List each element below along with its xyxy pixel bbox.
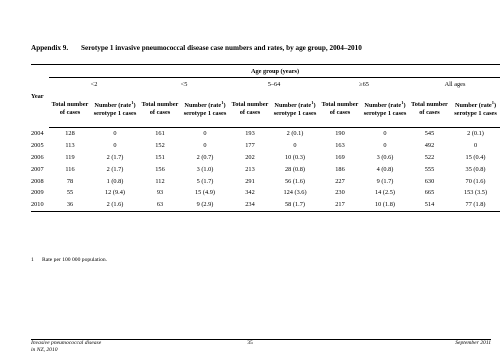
footnote [31, 257, 107, 263]
serotype-cases-cell: 0 [203, 130, 207, 138]
col-total: Total number of cases [139, 90, 181, 128]
total-cases-cell: 545 [424, 130, 435, 138]
total-cases-cell: 291 [245, 177, 255, 185]
row-year: 2007 [31, 165, 44, 173]
total-cases-cell: 93 [156, 189, 164, 197]
total-cases-cell: 234 [229, 199, 271, 211]
total-cases-cell: 161 [155, 130, 165, 138]
col-number: Number (rate$^1$) serotype 1 cases [450, 90, 500, 128]
total-cases-cell: 156 [155, 165, 165, 173]
total-cases-cell: 63 [139, 199, 181, 211]
row-year: 2009 [31, 189, 44, 197]
serotype-cases-cell: 0 [293, 142, 297, 150]
serotype-cases-cell: 15 (0.4) [465, 153, 486, 161]
page-number: 35 [247, 340, 253, 346]
serotype-cases-cell: 2 (0.1) [467, 130, 484, 138]
age-group-header: Age group (years) [49, 65, 500, 78]
serotype-cases-cell: 124 (3.6) [283, 189, 307, 197]
serotype-cases-cell: 4 (0.8) [376, 165, 394, 173]
total-cases-cell: 630 [424, 177, 435, 185]
total-cases-cell: 514 [409, 199, 450, 211]
appendix-title [31, 44, 362, 52]
serotype-cases-cell: 10 (0.3) [285, 153, 305, 161]
serotype-cases-cell: 2 (1.6) [91, 199, 139, 211]
col-number: Number (rate$^1$) serotype 1 cases [181, 90, 229, 128]
total-cases-cell: 665 [424, 189, 435, 197]
total-cases-cell: 112 [155, 177, 165, 185]
total-cases-cell: 119 [65, 153, 75, 161]
total-cases-cell: 342 [245, 189, 255, 197]
table-row [31, 128, 500, 140]
total-cases-cell: 227 [335, 177, 345, 185]
total-cases-cell: 213 [245, 165, 255, 173]
table-row [31, 163, 500, 175]
serotype-cases-cell: 0 [203, 142, 207, 150]
col-number: Number (rate$^1$) serotype 1 cases [361, 90, 409, 128]
serotype-cases-cell: 58 (1.7) [271, 199, 319, 211]
serotype-table [31, 64, 500, 212]
table-row [31, 199, 500, 211]
serotype-cases-cell: 77 (1.8) [450, 199, 500, 211]
group-under-2: <2 [49, 78, 139, 91]
footnote-number: 1 [31, 257, 34, 263]
total-cases-cell: 555 [424, 165, 435, 173]
serotype-cases-cell: 2 (0.1) [286, 130, 304, 138]
table-row [31, 175, 500, 187]
total-cases-cell: 193 [245, 130, 255, 138]
total-cases-cell: 152 [155, 142, 165, 150]
serotype-cases-cell: 2 (1.7) [106, 153, 124, 161]
total-cases-cell: 522 [424, 153, 435, 161]
total-cases-cell: 55 [66, 189, 74, 197]
serotype-cases-cell: 35 (0.8) [465, 165, 486, 173]
total-cases-cell: 128 [65, 130, 75, 138]
row-year: 2010 [31, 199, 49, 211]
column-header-row [31, 90, 500, 128]
serotype-cases-cell: 15 (4.9) [195, 189, 215, 197]
appendix-label: Appendix 9. [31, 44, 69, 52]
total-cases-cell: 230 [335, 189, 345, 197]
total-cases-cell: 113 [65, 142, 75, 150]
total-cases-cell: 177 [245, 142, 255, 150]
footer-publication-line2: in NZ, 2010 [31, 347, 58, 353]
total-cases-cell: 78 [66, 177, 74, 185]
serotype-cases-cell: 0 [383, 130, 387, 138]
total-cases-cell: 492 [424, 142, 435, 150]
serotype-cases-cell: 0 [113, 130, 117, 138]
serotype-cases-cell: 3 (0.6) [376, 153, 394, 161]
total-cases-cell: 186 [335, 165, 345, 173]
col-total: Total number of cases [319, 90, 361, 128]
row-year: 2005 [31, 142, 44, 150]
total-cases-cell: 169 [335, 153, 345, 161]
serotype-cases-cell: 12 (9.4) [105, 189, 125, 197]
col-total: Total number of cases [49, 90, 91, 128]
serotype-cases-cell: 70 (1.6) [465, 177, 486, 185]
col-number: Number (rate$^1$) serotype 1 cases [91, 90, 139, 128]
serotype-cases-cell: 0 [383, 142, 387, 150]
group-65-plus: ≥65 [319, 78, 409, 91]
serotype-cases-cell: 14 (2.5) [375, 189, 395, 197]
row-year: 2004 [31, 130, 44, 138]
serotype-cases-cell: 1 (0.8) [106, 177, 124, 185]
serotype-cases-cell: 5 (1.7) [196, 177, 214, 185]
total-cases-cell: 190 [335, 130, 345, 138]
footer-date: September 2011 [455, 340, 491, 346]
appendix-title-text: Serotype 1 invasive pneumococcal disease case numbers and rates, by age group, 2004–2010 [81, 44, 362, 52]
table-row [31, 187, 500, 199]
serotype-cases-cell: 9 (2.9) [181, 199, 229, 211]
serotype-cases-cell: 2 (0.7) [196, 153, 214, 161]
col-number: Number (rate$^1$) serotype 1 cases [271, 90, 319, 128]
footnote-text: Rate per 100 000 population. [42, 257, 108, 263]
group-all-ages: All ages [409, 78, 500, 91]
year-header: Year [31, 65, 49, 128]
serotype-cases-cell: 28 (0.8) [285, 165, 305, 173]
serotype-cases-cell: 0 [473, 142, 478, 150]
table-body [31, 128, 500, 212]
total-cases-cell: 36 [49, 199, 91, 211]
serotype-cases-cell: 3 (1.0) [196, 165, 214, 173]
row-year: 2006 [31, 153, 44, 161]
table-row [31, 140, 500, 152]
row-year: 2008 [31, 177, 44, 185]
col-total: Total number of cases [229, 90, 271, 128]
total-cases-cell: 202 [245, 153, 255, 161]
serotype-cases-cell: 56 (1.6) [285, 177, 305, 185]
serotype-cases-cell: 10 (1.8) [361, 199, 409, 211]
total-cases-cell: 116 [65, 165, 75, 173]
serotype-cases-cell: 153 (3.5) [463, 189, 488, 197]
total-cases-cell: 151 [155, 153, 165, 161]
serotype-cases-cell: 0 [113, 142, 117, 150]
group-under-5: <5 [139, 78, 229, 91]
col-total: Total number of cases [409, 90, 450, 128]
table-row [31, 152, 500, 164]
total-cases-cell: 163 [335, 142, 345, 150]
serotype-cases-cell: 2 (1.7) [106, 165, 124, 173]
serotype-cases-cell: 9 (1.7) [376, 177, 394, 185]
age-group-row [31, 78, 500, 91]
footer-publication-line1: Invasive pneumococcal disease [31, 340, 102, 346]
total-cases-cell: 217 [319, 199, 361, 211]
group-5-64: 5–64 [229, 78, 319, 91]
